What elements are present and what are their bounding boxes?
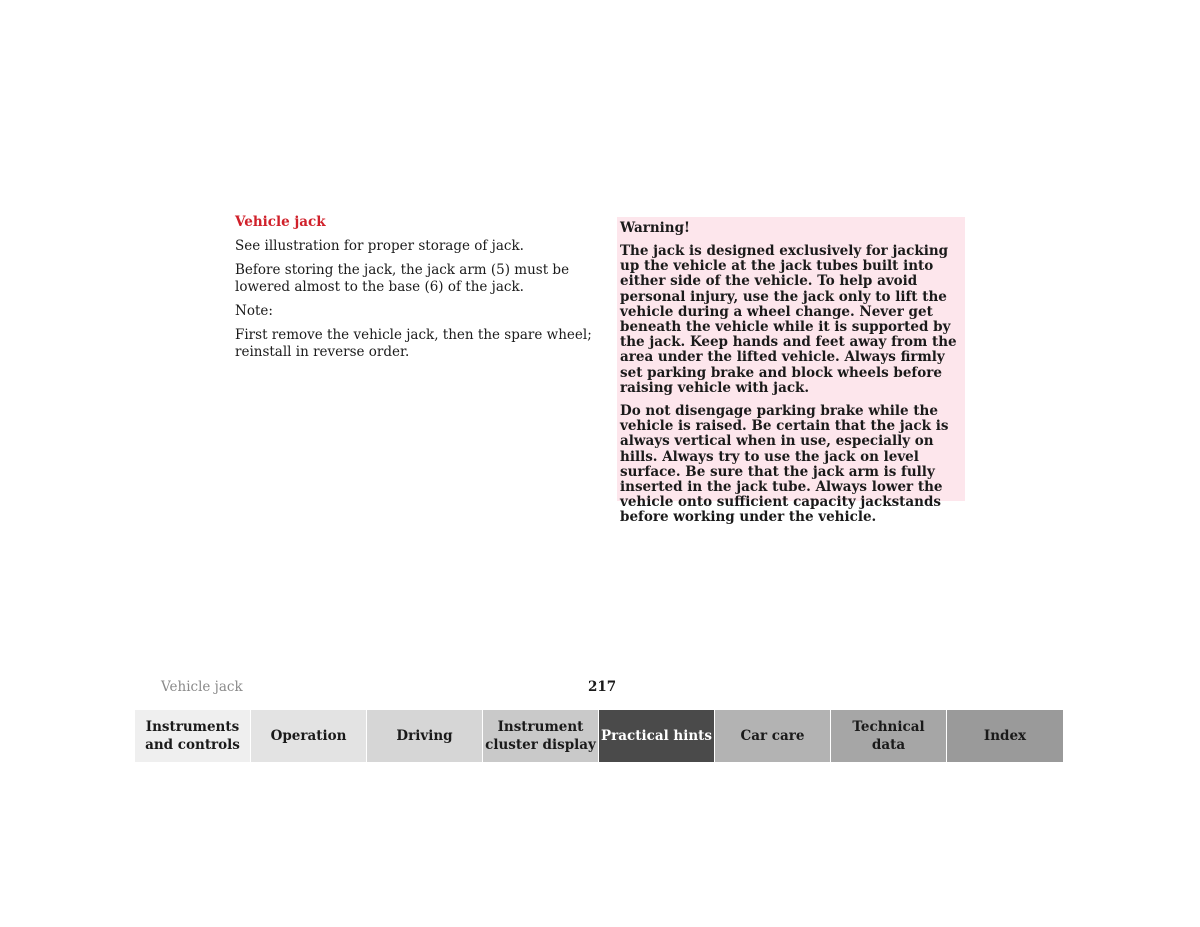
nav-tab-instruments-and-controls[interactable] — [135, 710, 251, 762]
nav-tab-instrument-cluster-display[interactable] — [483, 710, 599, 762]
warning-box — [617, 217, 965, 526]
nav-tab-label: Practical hints — [601, 728, 712, 744]
nav-tab-label: Technical data — [852, 719, 925, 753]
footer-section-label: Vehicle jack — [161, 679, 243, 695]
warning-paragraph-1: The jack is designed exclusively for jacking up the vehicle at the jack tubes built into either side of the vehicle. To help avoid personal injury, use the jack only to lift the vehicle during a wheel change. Never get beneath the vehicle while it is supported by the jack. Keep hands and feet away from the area under the lifted vehicle. Always firmly set parking brake and block wheels before raising vehicle with jack. — [620, 243, 957, 396]
storage-instruction: See illustration for proper storage of jack. — [235, 238, 524, 254]
note-label: Note: — [235, 303, 273, 319]
nav-tab-index[interactable] — [947, 710, 1063, 762]
nav-tab-technical-data[interactable] — [831, 710, 947, 762]
nav-tab-label: Operation — [270, 728, 347, 744]
nav-tab-label: Instrument cluster display — [485, 719, 596, 753]
nav-tab-operation[interactable] — [251, 710, 367, 762]
nav-tab-car-care[interactable] — [715, 710, 831, 762]
warning-title: Warning! — [620, 220, 690, 236]
warning-paragraph-2: Do not disengage parking brake while the vehicle is raised. Be certain that the jack is always vertical when in use, especially on hills. Always try to use the jack on level surface. Be sure that the jack arm is fully inserted in the jack tube. Always lower the vehicle onto sufficient capacity jackstands before working under the vehicle. — [620, 403, 949, 526]
page-number: 217 — [588, 679, 617, 695]
nav-tab-label: Car care — [740, 728, 805, 744]
nav-tab-label: Instruments and controls — [145, 719, 240, 753]
nav-tab-label: Driving — [396, 728, 453, 744]
jack-arm-instruction: Before storing the jack, the jack arm (5) must be lowered almost to the base (6) of the jack. — [235, 262, 570, 295]
nav-tab-label: Index — [983, 728, 1027, 744]
chapter-nav-bar — [135, 710, 1064, 762]
nav-tab-driving[interactable] — [367, 710, 483, 762]
note-text: First remove the vehicle jack, then the spare wheel; reinstall in reverse order. — [235, 327, 592, 360]
main-content — [235, 214, 595, 368]
section-heading: Vehicle jack — [235, 214, 326, 230]
nav-tab-practical-hints[interactable] — [599, 710, 715, 762]
